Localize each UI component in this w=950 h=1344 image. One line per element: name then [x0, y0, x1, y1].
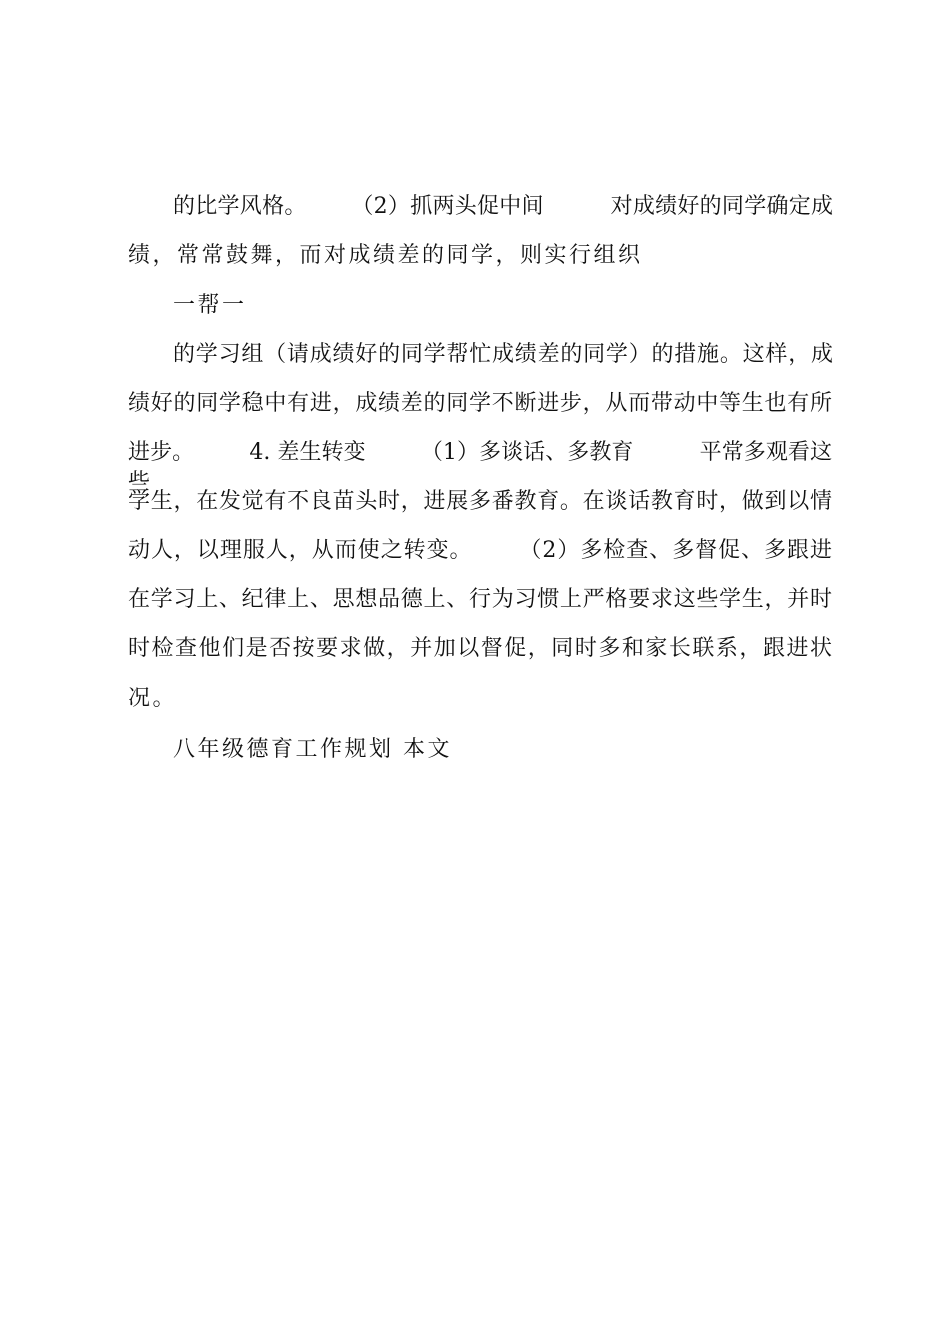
- footer-title-line: 八年级德育工作规划 本文: [173, 737, 452, 762]
- paragraph-line-9: 在学习上、纪律上、思想品德上、行为习惯上严格要求这些学生，并时: [128, 587, 832, 612]
- paragraph-line-5: 绩好的同学稳中有进，成绩差的同学不断进步，从而带动中等生也有所: [128, 391, 832, 416]
- paragraph-line-8: 动人，以理服人，从而使之转变。 （2）多检查、多督促、多跟进: [128, 538, 832, 563]
- paragraph-line-1: 的比学风格。 （2）抓两头促中间 对成绩好的同学确定成: [173, 194, 833, 219]
- paragraph-line-10: 时检查他们是否按要求做，并加以督促，同时多和家长联系，跟进状: [128, 636, 832, 661]
- paragraph-line-6: 进步。 4. 差生转变 （1）多谈话、多教育 平常多观看这些: [128, 440, 832, 495]
- paragraph-line-2: 绩，常常鼓舞，而对成绩差的同学，则实行组织: [128, 243, 643, 268]
- paragraph-line-11: 况。: [128, 686, 178, 711]
- paragraph-line-7: 学生，在发觉有不良苗头时，进展多番教育。在谈话教育时，做到以情: [128, 489, 832, 514]
- paragraph-line-4: 的学习组（请成绩好的同学帮忙成绩差的同学）的措施。这样，成: [173, 342, 833, 367]
- paragraph-line-3: 一帮一: [173, 293, 247, 318]
